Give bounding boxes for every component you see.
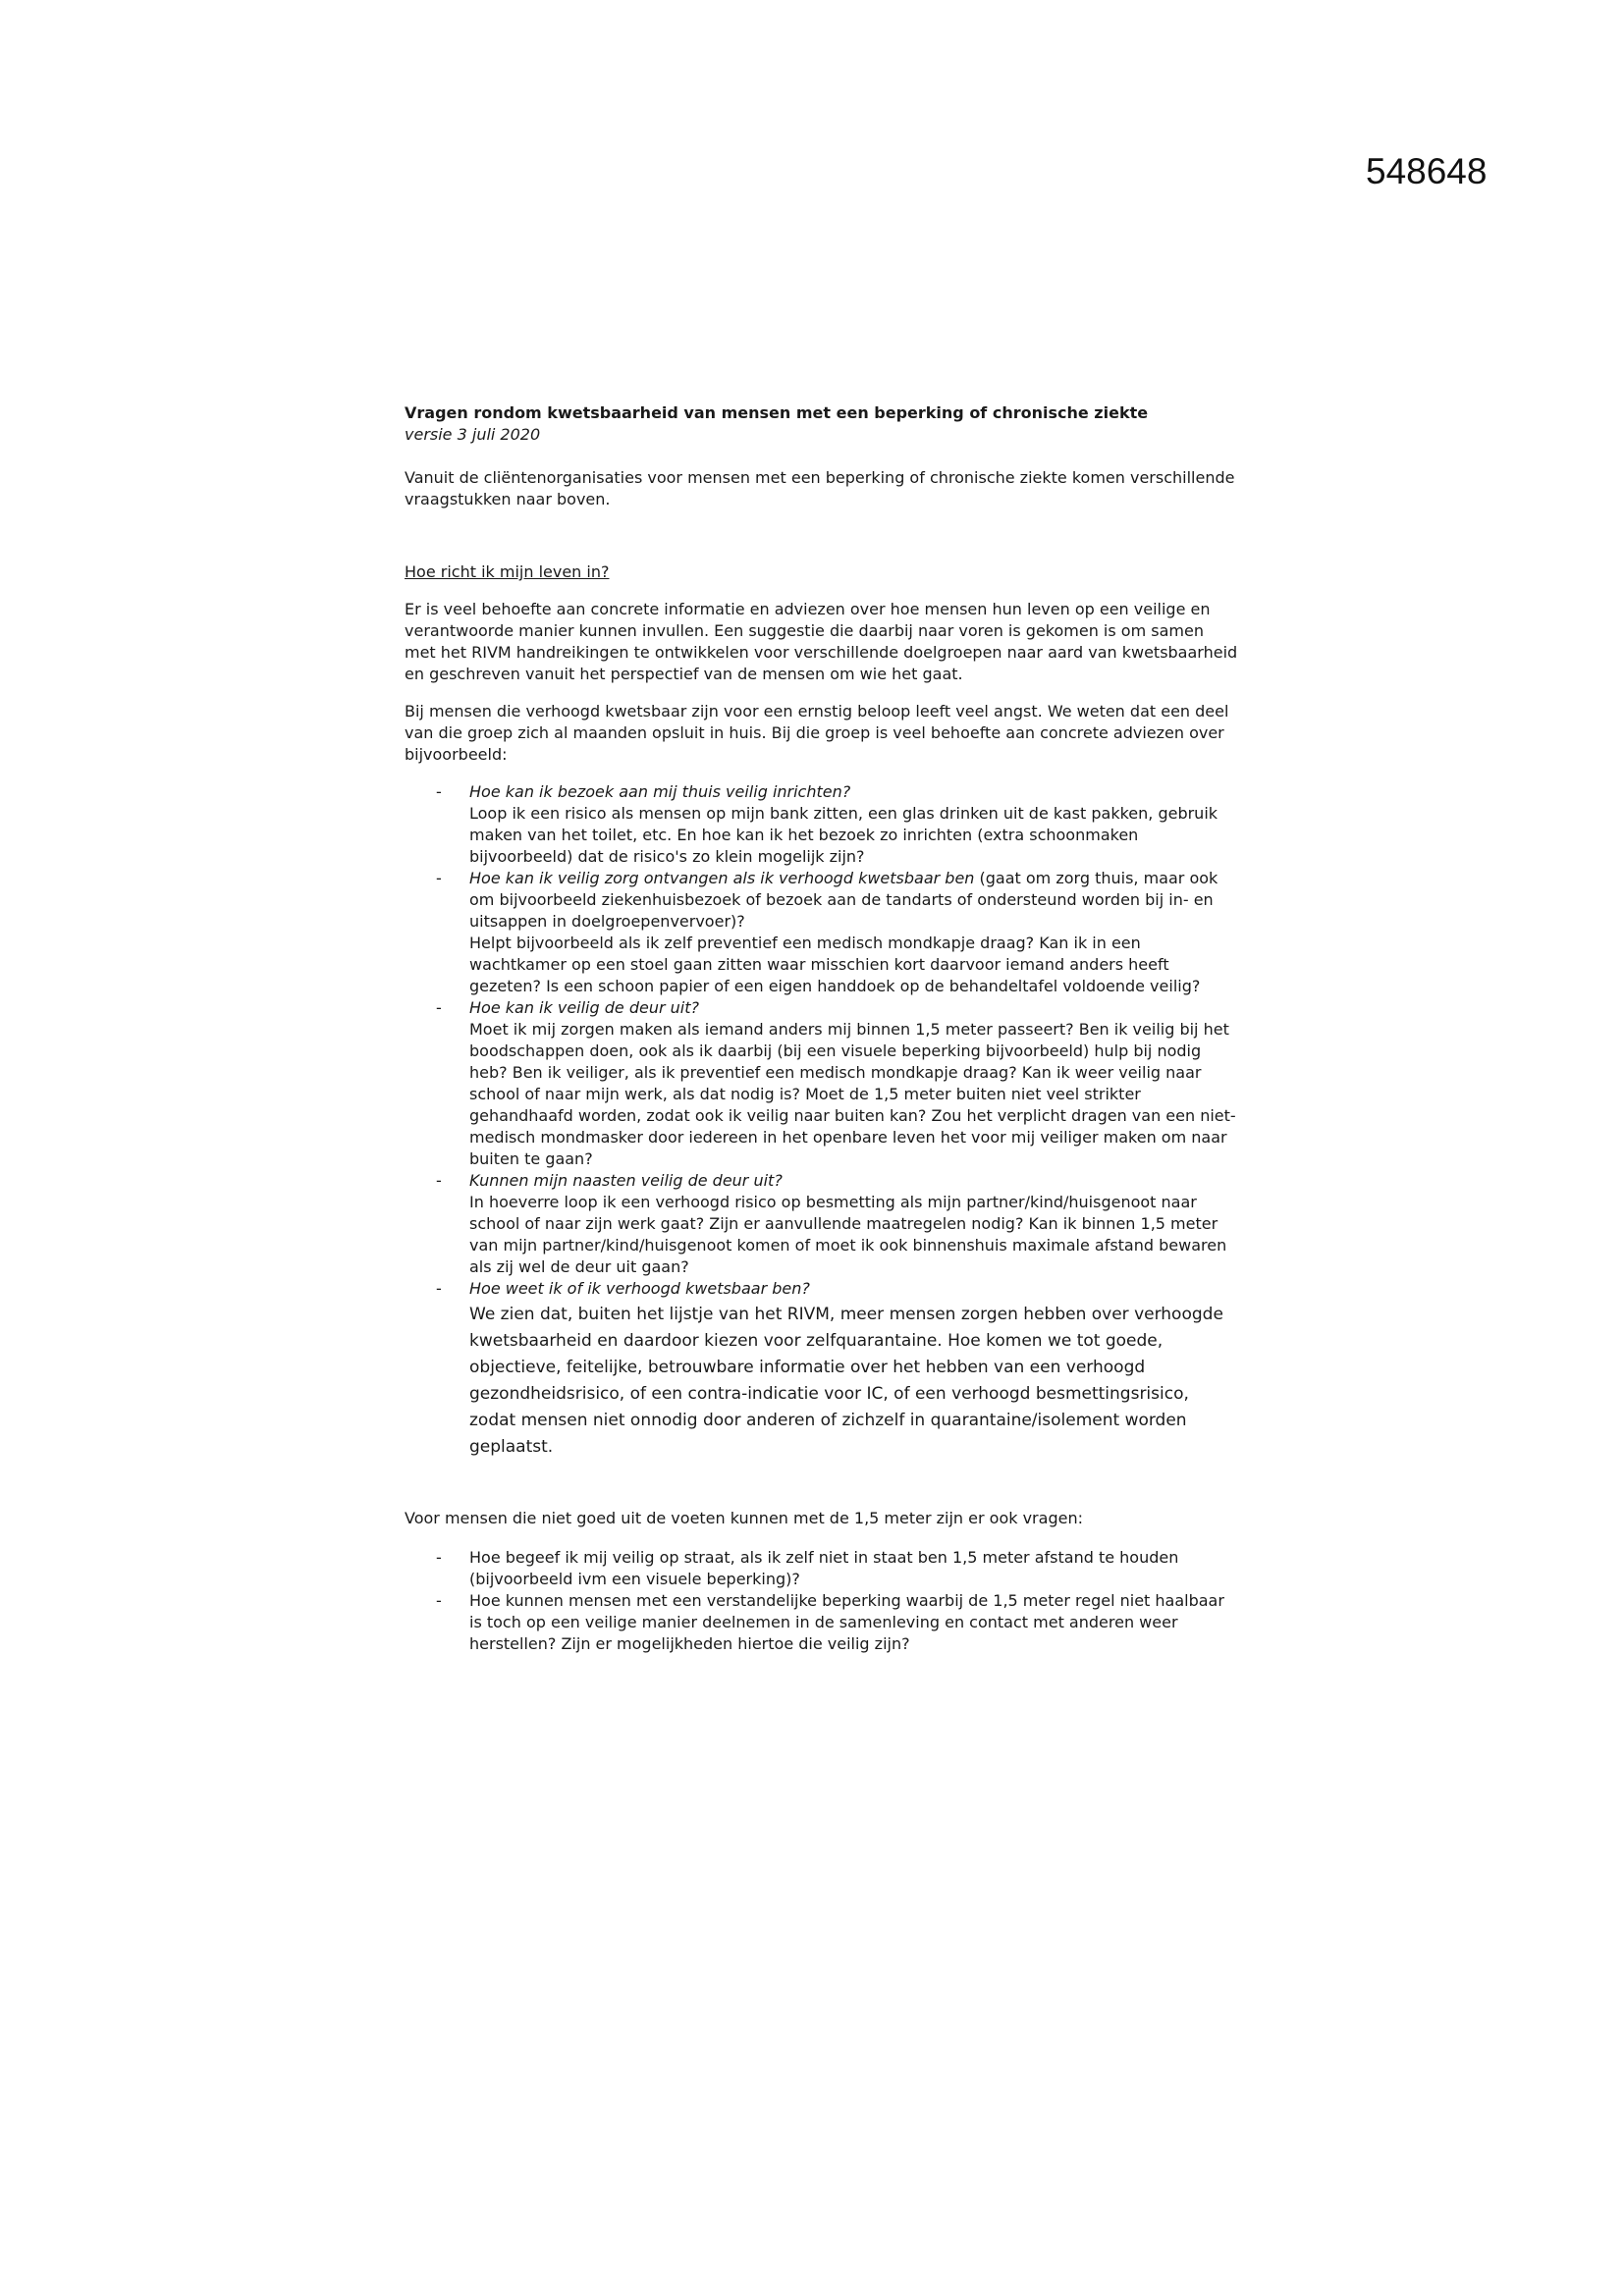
- list-item: [405, 1547, 1239, 1590]
- question-line: [469, 781, 1239, 803]
- question-text: Kunnen mijn naasten veilig de deur uit?: [469, 1171, 783, 1190]
- answer-text: Moet ik mij zorgen maken als iemand anders mij binnen 1,5 meter passeert? Ben ik veilig bij het boodschappen doen, ook als ik daarbij (bij een visuele beperking bijvoorbeeld) hulp bij nodig heb? Ben ik veiliger, als ik preventief een medisch mondkapje draag? Kan ik weer veilig naar school of naar mijn werk, als dat nodig is? Moet de 1,5 meter buiten niet veel strikter gehandhaafd worden, zodat ook ik veilig naar buiten kan? Zou het verplicht dragen van een niet-medisch mondmasker door iedereen in het openbare leven het voor mij veiliger maken om naar buiten te gaan?: [469, 1020, 1236, 1168]
- list-item: [405, 1278, 1239, 1461]
- list-item: [405, 781, 1239, 868]
- list-dash: -: [436, 1279, 442, 1298]
- list-dash: -: [436, 1548, 442, 1567]
- intro-paragraph: Vanuit de cliëntenorganisaties voor mensen met een beperking of chronische ziekte komen verschillende vraagstukken naar boven.: [405, 468, 1235, 508]
- document-title: Vragen rondom kwetsbaarheid van mensen met een beperking of chronische ziekte: [405, 403, 1149, 422]
- list-item: [405, 868, 1239, 997]
- closing-item-text: Hoe begeef ik mij veilig op straat, als ik zelf niet in staat ben 1,5 meter afstand te houden (bijvoorbeeld ivm een visuele beperking)?: [469, 1548, 1179, 1588]
- list-item: [405, 1170, 1239, 1278]
- question-line: [469, 1278, 1239, 1300]
- question-text: Hoe kan ik veilig zorg ontvangen als ik verhoogd kwetsbaar ben: [469, 869, 975, 887]
- answer-text: Helpt bijvoorbeeld als ik zelf preventief een medisch mondkapje draag? Kan ik in een wachtkamer op een stoel gaan zitten waar misschien kort daarvoor iemand anders heeft gezeten? Is een schoon papier of een eigen handdoek op de behandeltafel voldoende veilig?: [469, 934, 1201, 995]
- closing-item-text: Hoe kunnen mensen met een verstandelijke beperking waarbij de 1,5 meter regel niet haalbaar is toch op een veilige manier deelnemen in de samenleving en contact met anderen weer herstellen? Zijn er mogelijkheden hiertoe die veilig zijn?: [469, 1591, 1224, 1653]
- answer-text: Loop ik een risico als mensen op mijn bank zitten, een glas drinken uit de kast pakken, gebruik maken van het toilet, etc. En hoe kan ik het bezoek zo inrichten (extra schoonmaken bijvoorbeeld) dat de risico's zo klein mogelijk zijn?: [469, 804, 1218, 866]
- closing-intro: Voor mensen die niet goed uit de voeten kunnen met de 1,5 meter zijn er ook vragen:: [405, 1509, 1083, 1527]
- document-body: [405, 402, 1239, 1655]
- list-item: [405, 997, 1239, 1170]
- list-dash: -: [436, 1171, 442, 1190]
- question-note: (gaat om zorg thuis, maar ook om bijvoorbeeld ziekenhuisbezoek of bezoek aan de tandarts of ondersteund worden bij in- en uitsappen in doelgroepenvervoer)?: [469, 869, 1218, 931]
- list-dash: -: [436, 1591, 442, 1610]
- closing-list: [405, 1547, 1239, 1655]
- answer-text: In hoeverre loop ik een verhoogd risico op besmetting als mijn partner/kind/huisgenoot naar school of naar zijn werk gaat? Zijn er aanvullende maatregelen nodig? Kan ik binnen 1,5 meter van mijn partner/kind/huisgenoot komen of moet ik ook binnenshuis maximale afstand bewaren als zij wel de deur uit gaan?: [469, 1193, 1227, 1276]
- question-line: [469, 1170, 1239, 1192]
- question-line: [469, 868, 1239, 933]
- list-dash: -: [436, 869, 442, 887]
- list-item: [405, 1590, 1239, 1655]
- list-dash: -: [436, 998, 442, 1017]
- paragraph-1: Er is veel behoefte aan concrete informatie en adviezen over hoe mensen hun leven op een veilige en verantwoorde manier kunnen invullen. Een suggestie die daarbij naar voren is gekomen is om samen met het RIVM handreikingen te ontwikkelen voor verschillende doelgroepen naar aard van kwetsbaarheid en geschreven vanuit het perspectief van de mensen om wie het gaat.: [405, 600, 1238, 683]
- answer-text: We zien dat, buiten het lijstje van het RIVM, meer mensen zorgen hebben over verhoogde kwetsbaarheid en daardoor kiezen voor zelfquarantaine. Hoe komen we tot goede, objectieve, feitelijke, betrouwbare informatie over het hebben van een verhoogd gezondheidsrisico, of een contra-indicatie voor IC, of een verhoogd besmettingsrisico, zodat mensen niet onnodig door anderen of zichzelf in quarantaine/isolement worden geplaatst.: [469, 1305, 1223, 1457]
- question-list: [405, 781, 1239, 1461]
- list-dash: -: [436, 782, 442, 801]
- paragraph-2: Bij mensen die verhoogd kwetsbaar zijn voor een ernstig beloop leeft veel angst. We weten dat een deel van die groep zich al maanden opsluit in huis. Bij die groep is veel behoefte aan concrete adviezen over bijvoorbeeld:: [405, 702, 1229, 764]
- question-text: Hoe weet ik of ik verhoogd kwetsbaar ben?: [469, 1279, 810, 1298]
- document-version: versie 3 juli 2020: [405, 425, 541, 444]
- question-line: [469, 997, 1239, 1019]
- section-heading: Hoe richt ik mijn leven in?: [405, 562, 610, 581]
- document-number: 548648: [1366, 151, 1488, 191]
- question-text: Hoe kan ik veilig de deur uit?: [469, 998, 699, 1017]
- question-text: Hoe kan ik bezoek aan mij thuis veilig inrichten?: [469, 782, 851, 801]
